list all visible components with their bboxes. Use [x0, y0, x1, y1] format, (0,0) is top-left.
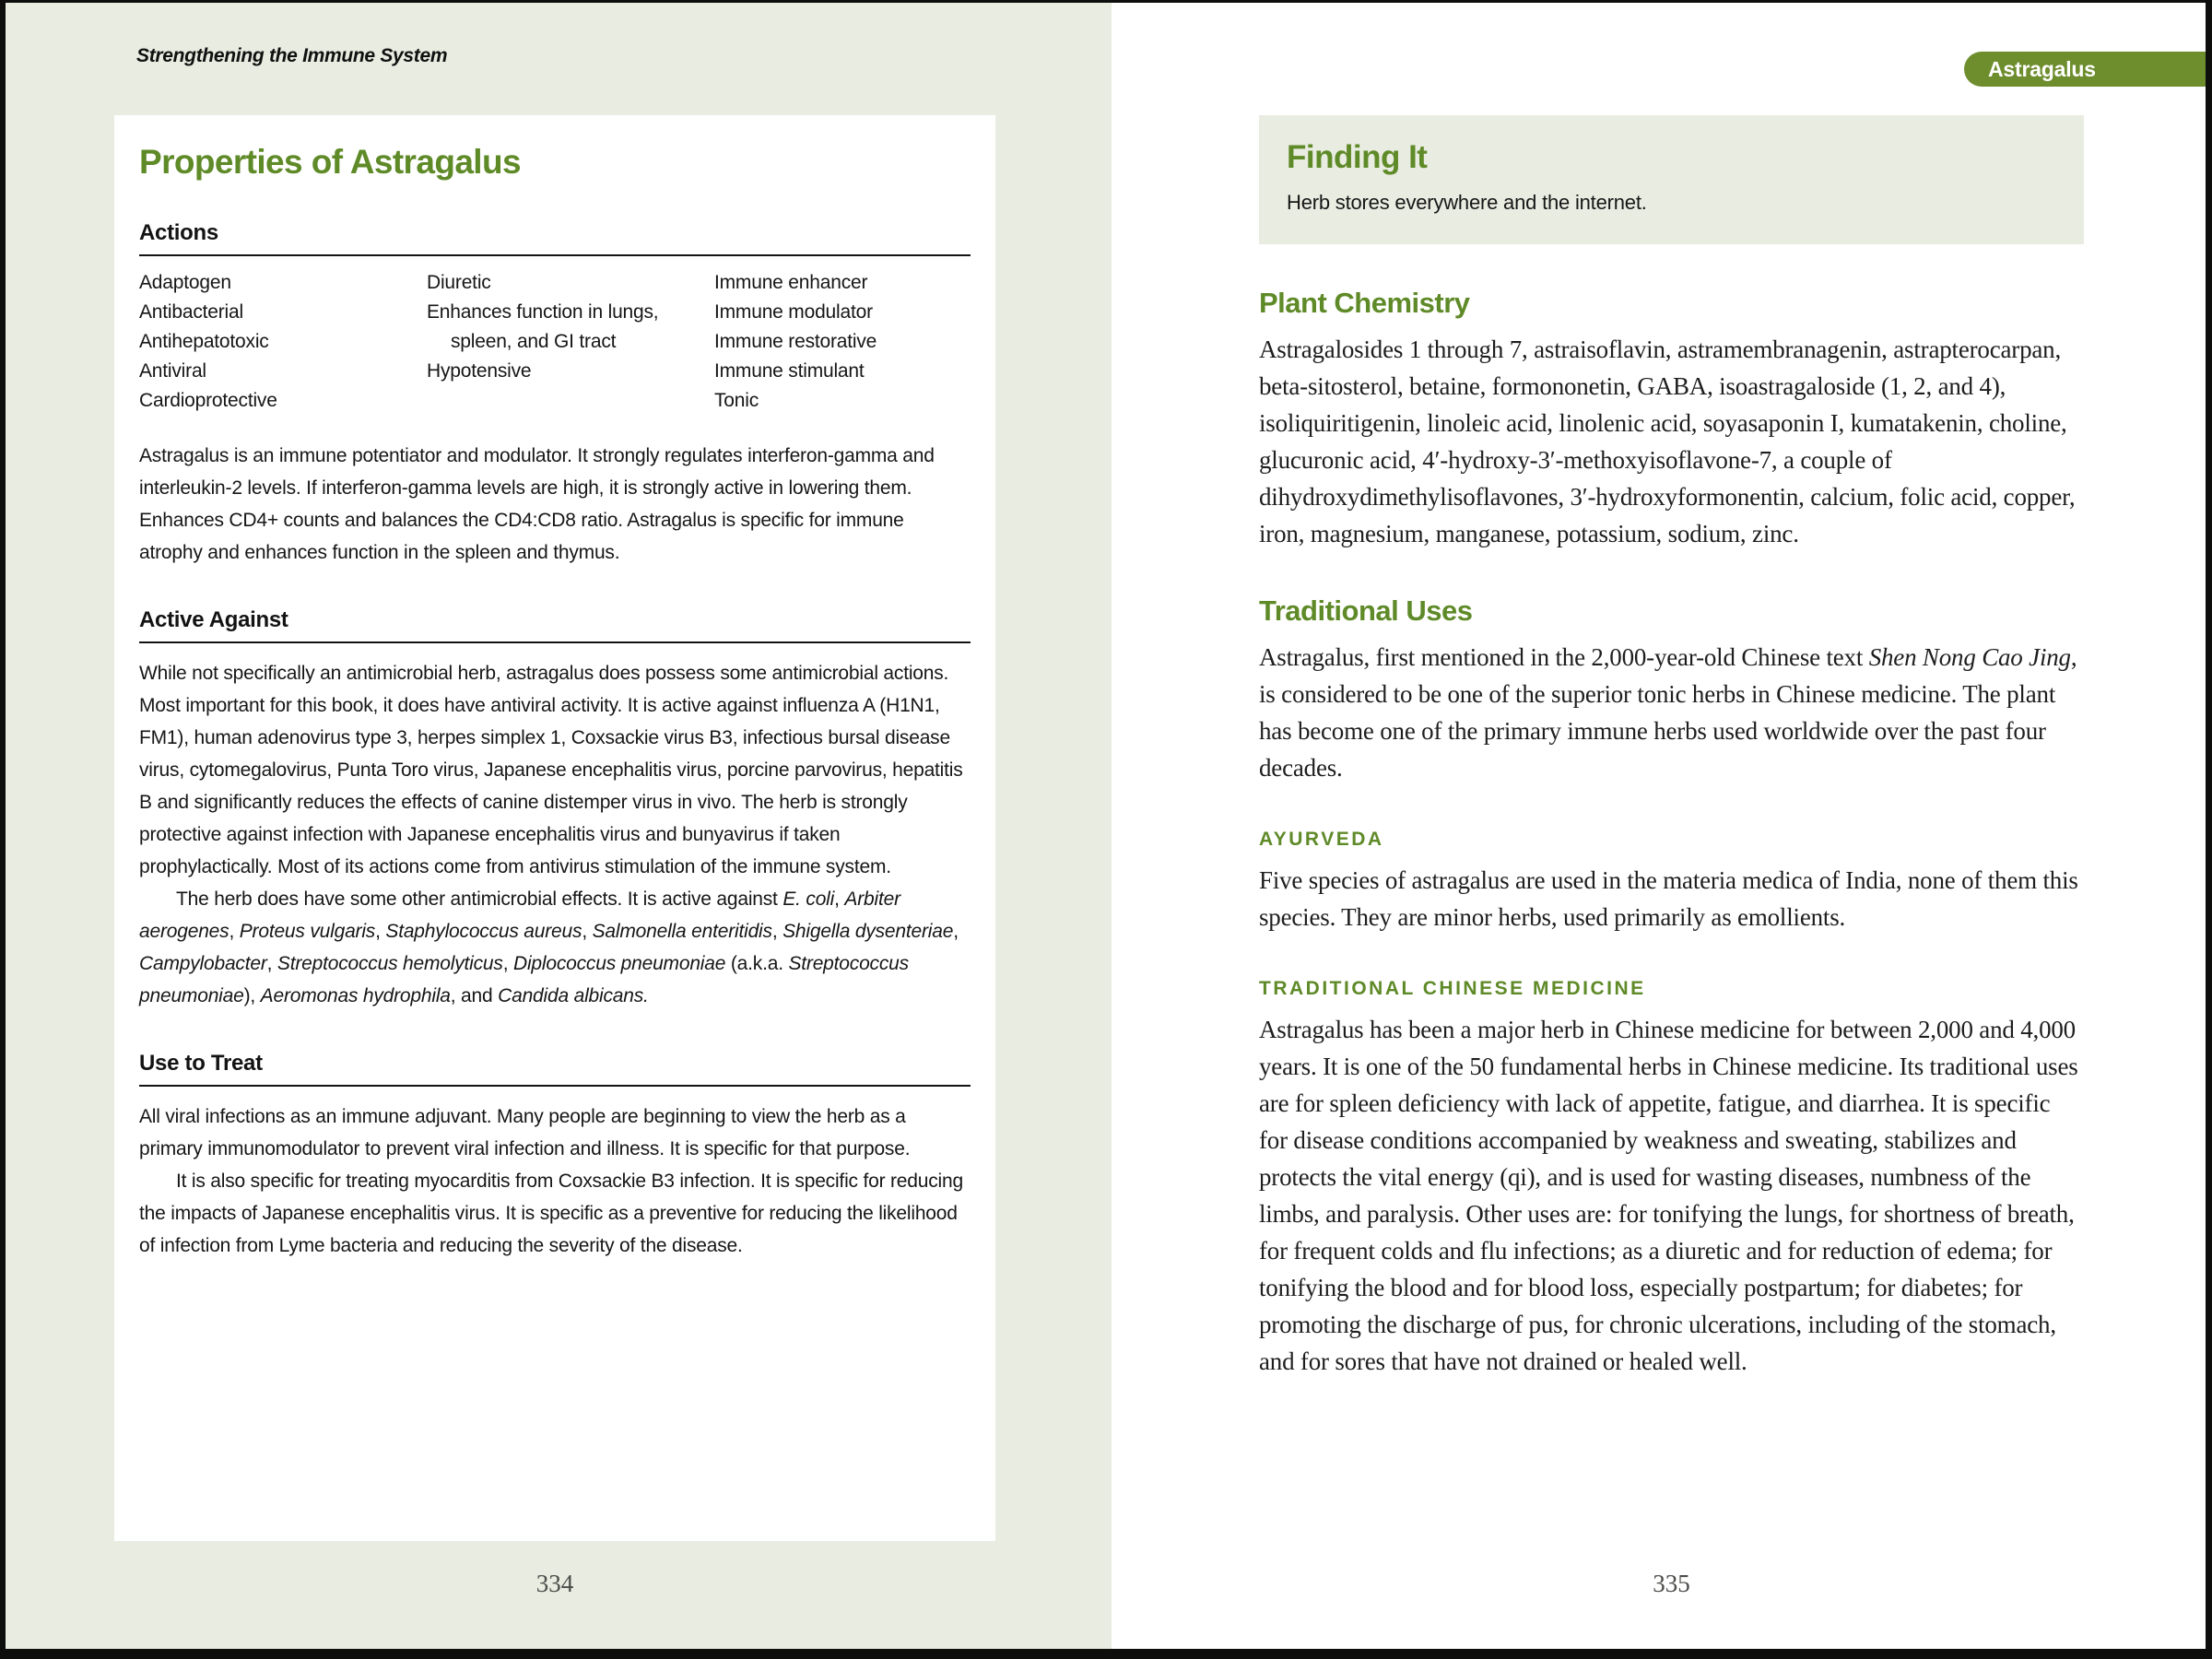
- finding-it-body: Herb stores everywhere and the internet.: [1287, 191, 1647, 214]
- italic-text-run: Campylobacter: [139, 953, 267, 974]
- italic-text-run: Streptococcus pneumoniae: [139, 953, 909, 1006]
- right-page-column: [1259, 3, 2084, 1380]
- right-page: [1112, 3, 2206, 1649]
- action-item: Adaptogen: [139, 272, 231, 293]
- italic-text-run: Arbiter aerogenes: [139, 888, 900, 942]
- intro-paragraph: Astragalus is an immune potentiator and modulator. It strongly regulates interferon-gamma and interleukin-2 levels. If interferon-gamma levels are high, it is strongly active in lowering them. Enhances CD4+ counts and balances the CD4:CD8 ratio. Astragalus is specific for immune atrophy and enhances function in the spleen and thymus.: [139, 445, 935, 563]
- action-item: Antiviral: [139, 360, 206, 382]
- action-item: Immune stimulant: [714, 360, 865, 382]
- active-against-heading: Active Against: [139, 607, 971, 643]
- action-item: Antibacterial: [139, 301, 243, 323]
- italic-text-run: Candida albicans.: [498, 985, 649, 1006]
- action-item: Immune enhancer: [714, 272, 868, 293]
- text-run: ,: [582, 921, 593, 942]
- traditional-uses-heading: Traditional Uses: [1259, 594, 1473, 627]
- text-run: ,: [502, 953, 513, 974]
- italic-text-run: Shen Nong Cao Jing: [1868, 643, 2071, 671]
- text-run: ,: [771, 921, 783, 942]
- action-item: Antihepatotoxic: [139, 331, 269, 352]
- italic-text-run: Salmonella enteritidis: [592, 921, 772, 942]
- action-item: Tonic: [714, 390, 759, 411]
- text-run: ,: [229, 921, 240, 942]
- ayurveda-paragraph: Five species of astragalus are used in the materia medica of India, none of them this species. They are minor herbs, used primarily as emollients.: [1259, 866, 2078, 931]
- text-run: ,: [834, 888, 845, 910]
- chapter-tab: Astragalus: [1964, 52, 2206, 87]
- tcm-paragraph: Astragalus has been a major herb in Chinese medicine for between 2,000 and 4,000 years. It is one of the 50 fundamental herbs in Chinese medicine. Its traditional uses are for spleen deficiency with lack of appetite, fatigue, and diarrhea. It is specific for disease conditions accompanied by weakness and sweating, stabilizes and protects the vital energy (qi), and is used for wasting diseases, numbness of the limbs, and paralysis. Other uses are: for tonifying the lungs, for shortness of breath, for frequent colds and flu infections; as a diuretic and for reduction of edema; for tonifying the blood and for blood loss, especially postpartum; for diabetes; for promoting the discharge of pus, for chronic ulcerations, including of the stomach, and for sores that have not drained or healed well.: [1259, 1016, 2078, 1375]
- actions-columns: [139, 268, 971, 416]
- action-item: Diuretic: [427, 272, 491, 293]
- italic-text-run: Staphylococcus aureus: [385, 921, 582, 942]
- action-item: Immune modulator: [714, 301, 873, 323]
- text-run: The herb does have some other antimicrobial effects. It is active against: [176, 888, 783, 910]
- tcm-heading: TRADITIONAL CHINESE MEDICINE: [1259, 978, 1646, 999]
- actions-column-2: [427, 268, 714, 416]
- actions-heading: Actions: [139, 220, 971, 256]
- text-run: , and: [450, 985, 499, 1006]
- use-to-treat-paragraph-1: All viral infections as an immune adjuvant. Many people are beginning to view the herb as a primary immunomodulator to prevent viral infection and illness. It is specific for that purpose.: [139, 1106, 911, 1159]
- italic-text-run: E. coli: [782, 888, 835, 910]
- left-page: [6, 3, 1112, 1649]
- italic-text-run: Proteus vulgaris: [239, 921, 376, 942]
- text-run: ,: [266, 953, 277, 974]
- active-against-paragraph-2: [139, 883, 971, 1012]
- italic-text-run: Streptococcus hemolyticus: [276, 953, 503, 974]
- actions-column-1: [139, 268, 427, 416]
- action-item: Cardioprotective: [139, 390, 277, 411]
- plant-chemistry-paragraph: Astragalosides 1 through 7, astraisoflavin, astramembranagenin, astrapterocarpan, beta-sitosterol, betaine, formononetin, GABA, isoastragaloside (1, 2, and 4), isoliquiritigenin, linoleic acid, linolenic acid, soyasaponin I, kumatakenin, choline, glucuronic acid, 4′-hydroxy-3′-methoxyisoflavone-7, a couple of dihydroxydimethylisoflavones, 3′-hydroxyformonentin, calcium, folic acid, copper, iron, magnesium, manganese, potassium, sodium, zinc.: [1259, 335, 2076, 547]
- use-to-treat-heading: Use to Treat: [139, 1051, 971, 1087]
- action-item: Hypotensive: [427, 360, 532, 382]
- use-to-treat-paragraph-2: It is also specific for treating myocarditis from Coxsackie B3 infection. It is specific for reducing the impacts of Japanese encephalitis virus. It is specific as a preventive for reducing the likelihood of infection from Lyme bacteria and reducing the severity of the disease.: [139, 1171, 963, 1256]
- action-item: Immune restorative: [714, 331, 877, 352]
- page-number-left: 334: [535, 1570, 574, 1597]
- page-number-right: 335: [1653, 1570, 1690, 1597]
- properties-panel: [114, 115, 995, 1541]
- italic-text-run: Shigella dysenteriae: [782, 921, 954, 942]
- plant-chemistry-heading: Plant Chemistry: [1259, 287, 1470, 319]
- text-run: (a.k.a.: [725, 953, 789, 974]
- text-run: ,: [953, 921, 959, 942]
- running-head: Strengthening the Immune System: [136, 45, 448, 66]
- actions-column-3: [714, 268, 971, 416]
- panel-title: Properties of Astragalus: [139, 143, 521, 181]
- action-item: Enhances function in lungs, spleen, and GI tract: [427, 301, 659, 352]
- finding-it-box: [1259, 115, 2084, 244]
- text-run: Astragalus, first mentioned in the 2,000-year-old Chinese text: [1259, 643, 1869, 671]
- text-run: , is considered to be one of the superior tonic herbs in Chinese medicine. The plant has become one of the primary immune herbs used worldwide over the past four decades.: [1259, 643, 2077, 782]
- text-run: ,: [375, 921, 386, 942]
- traditional-uses-paragraph: [1259, 639, 2084, 786]
- active-against-paragraph-1: While not specifically an antimicrobial herb, astragalus does possess some antimicrobial actions. Most important for this book, it does have antiviral activity. It is active against influenza A (H1N1, FM1), human adenovirus type 3, herpes simplex 1, Coxsackie virus B3, infectious bursal disease virus, cytomegalovirus, Punta Toro virus, Japanese encephalitis virus, porcine parvovirus, hepatitis B and significantly reduces the effects of canine distemper virus in vivo. The herb is strongly protective against infection with Japanese encephalitis virus and bunyavirus if taken prophylactically. Most of its actions come from antivirus stimulation of the immune system.: [139, 663, 963, 877]
- italic-text-run: Aeromonas hydrophila: [260, 985, 451, 1006]
- ayurveda-heading: AYURVEDA: [1259, 829, 1384, 850]
- italic-text-run: Diplococcus pneumoniae: [512, 953, 726, 974]
- text-run: ),: [243, 985, 261, 1006]
- finding-it-title: Finding It: [1287, 139, 1428, 175]
